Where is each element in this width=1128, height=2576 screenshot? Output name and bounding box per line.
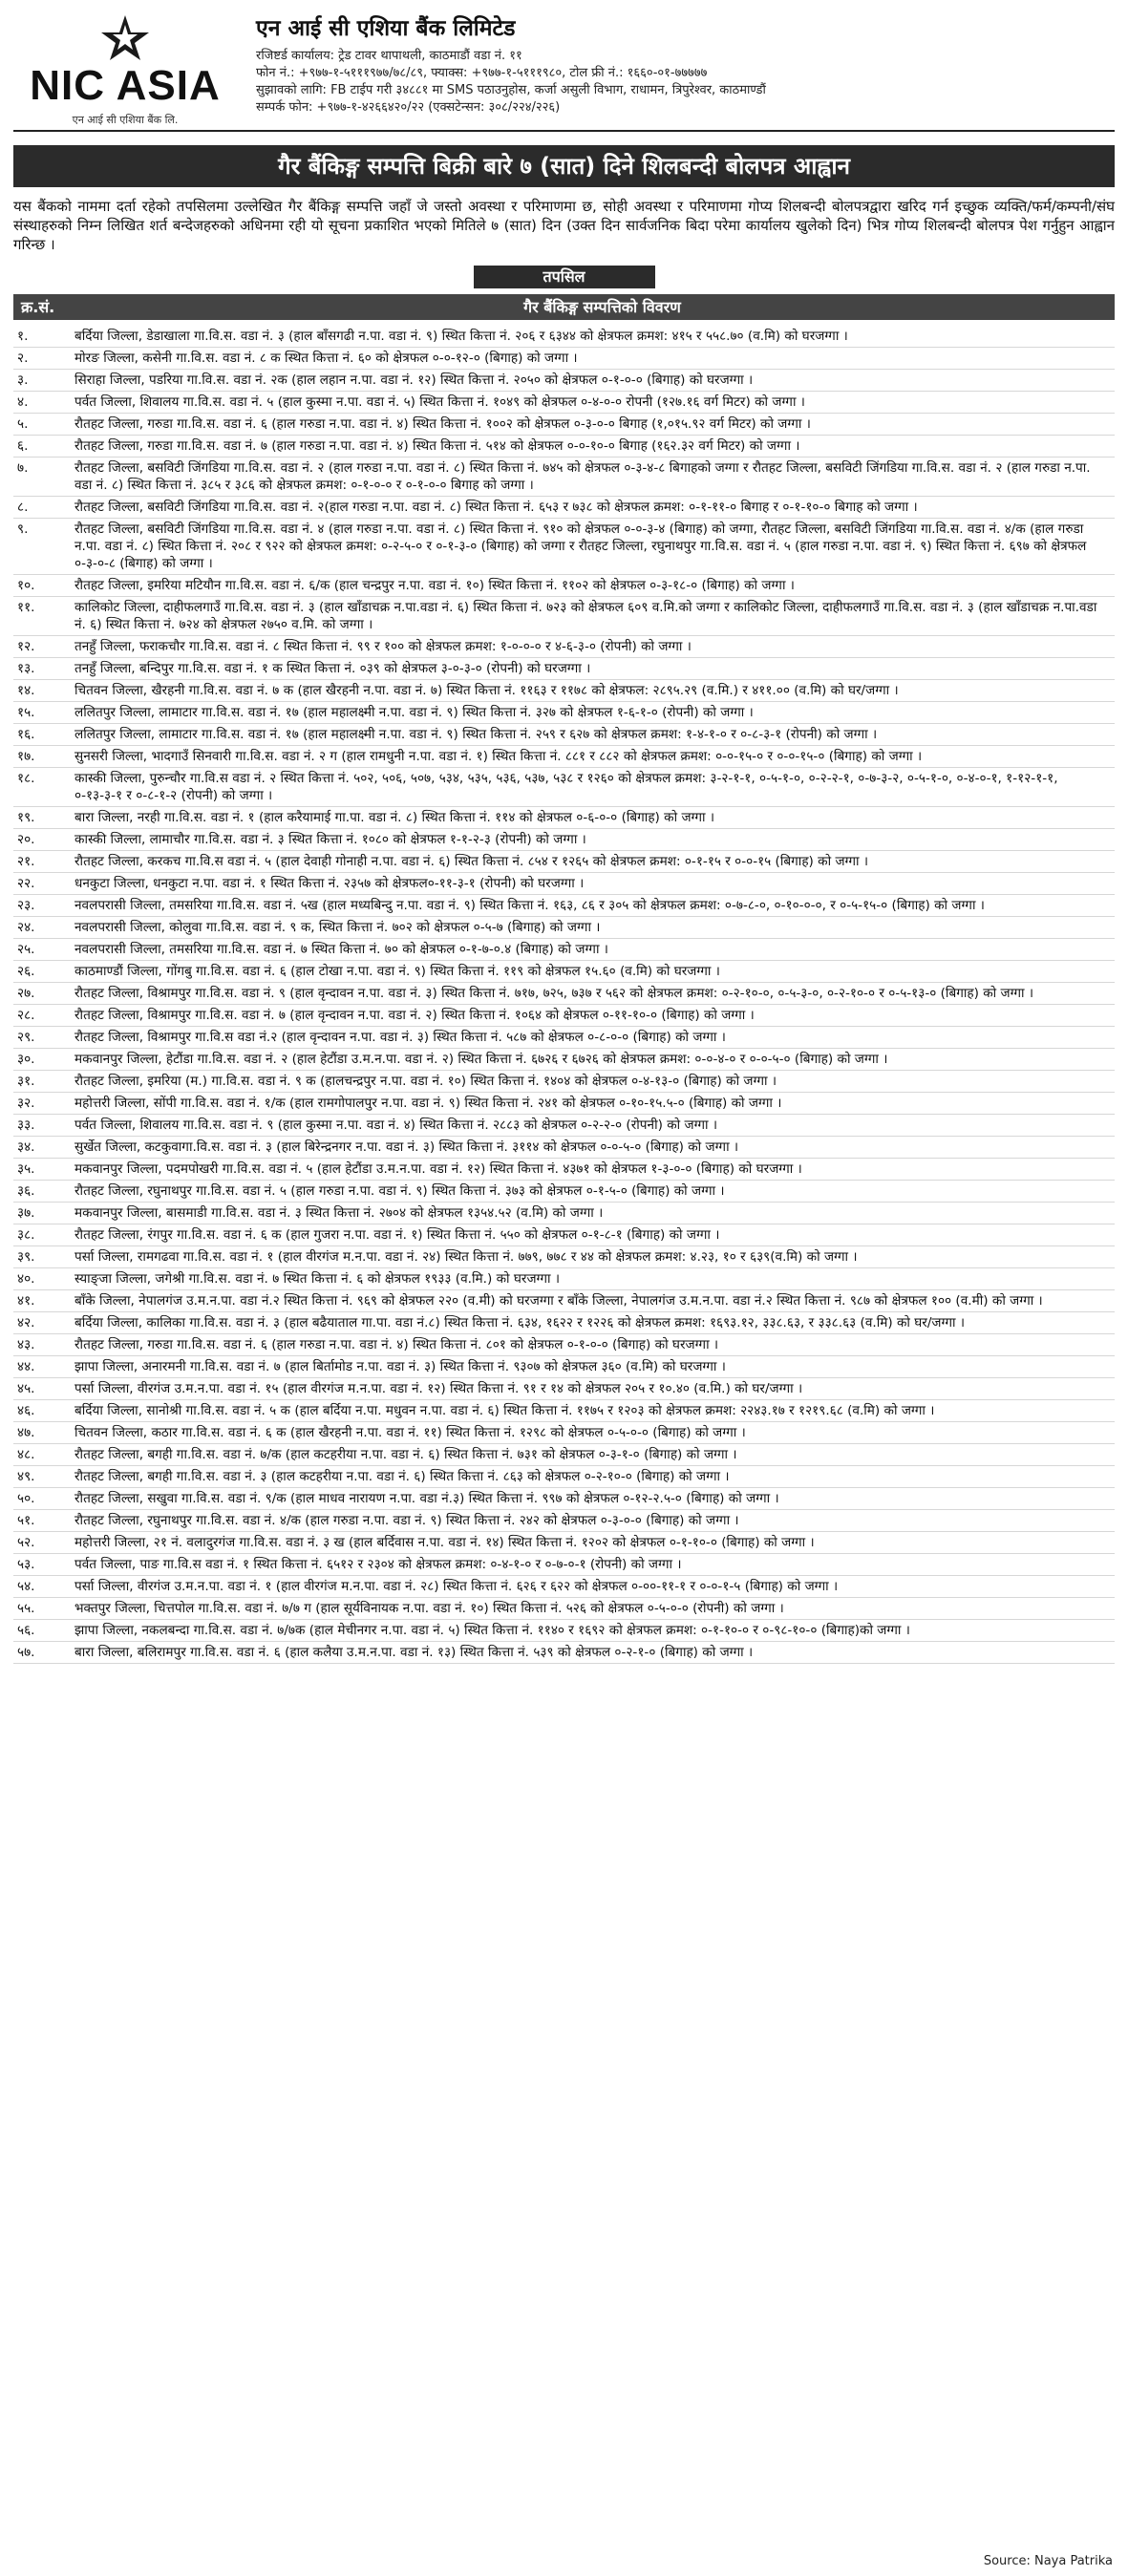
item-description: रौतहट जिल्ला, बगही गा.वि.स. वडा नं. ३ (हाल कटहरीया न.पा. वडा नं. ६) स्थित कित्ता नं. ८६३ को क्षेत्रफल ०-२-१०-० (बिगाह) को जग्गा । [74,1469,730,1484]
item-number: २८. [17,1008,35,1023]
item-number: २. [17,351,29,366]
item-number: १६. [17,727,35,742]
item-description: रौतहट जिल्ला, बसविटी जिंगडिया गा.वि.स. वडा नं. २ (हाल गरुडा न.पा. वडा नं. ८) स्थित कित्ता नं. ७४५ को क्षेत्रफल ०-३-४-८ बिगाहको जग्गा र रौतहट जिल्ला, बसविटी जिंगडिया गा.वि.स. वडा नं. २ (हाल गरुडा न.पा. वडा नं. ८) स्थित कित्ता नं. ३८५ र ३८६ को क्षेत्रफल क्रमश: ०-१-०-० र ०-१-०-० बिगाह को जग्गा । [74,460,1091,493]
item-description: पर्वत जिल्ला, शिवालय गा.वि.स. वडा नं. ९ (हाल कुस्मा न.पा. वडा नं. ४) स्थित कित्ता नं. २८८३ को क्षेत्रफल ०-२-२-० (रोपनी) को जग्गा । [74,1118,718,1133]
item-description: चितवन जिल्ला, कठार गा.वि.स. वडा नं. ६ क (हाल खैरहनी न.पा. वडा नं. ११) स्थित कित्ता नं. १२९८ को क्षेत्रफल ०-५-०-० (बिगाह) को जग्गा । [74,1425,746,1440]
column-sn: क्र.सं. [21,298,55,316]
list-item [13,1312,1115,1334]
item-description: सिराहा जिल्ला, पडरिया गा.वि.स. वडा नं. २क (हाल लहान न.पा. वडा नं. १२) स्थित कित्ता नं. २०५० को क्षेत्रफल ०-१-०-० (बिगाह) को घरजग्गा । [74,373,754,388]
list-item [13,702,1115,724]
item-number: ३१. [17,1074,35,1089]
list-item [13,1071,1115,1093]
item-number: ५५. [17,1601,35,1616]
item-number: ५२. [17,1535,35,1550]
suggestion-line: सुझावको लागि: FB टाईप गरी ३४८८१ मा SMS पठाउनुहोस, कर्जा असुली विभाग, राधामन, त्रिपुरेश्वर, काठमाण्डौं [256,83,766,97]
item-description: रौतहट जिल्ला, रघुनाथपुर गा.वि.स. वडा नं. ५ (हाल गरुडा न.पा. वडा नं. ९) स्थित कित्ता नं. ३७३ को क्षेत्रफल ०-१-५-० (बिगाह) को जग्गा । [74,1183,725,1199]
list-item [13,1334,1115,1356]
list-item [13,1356,1115,1378]
item-description: रौतहट जिल्ला, विश्रामपुर गा.वि.स वडा नं.२ (हाल वृन्दावन न.पा. वडा नं. ३) स्थित कित्ता नं. ५८७ को क्षेत्रफल ०-८-०-० (बिगाह) को जग्गा । [74,1030,726,1045]
item-number: ३३. [17,1118,35,1133]
list-item [13,1620,1115,1642]
item-number: ७. [17,460,29,476]
item-number: ९. [17,522,29,537]
item-description: पर्वत जिल्ला, पाङ गा.वि.स वडा नं. १ स्थित कित्ता नं. ६५१२ र २३०४ को क्षेत्रफल क्रमश: ०-४-१-० र ०-७-०-१ (रोपनी) को जग्गा । [74,1557,682,1572]
item-number: ४९. [17,1469,35,1484]
item-number: २७. [17,986,35,1001]
item-description: रौतहट जिल्ला, बसविटी जिंगडिया गा.वि.स. वडा नं. ४ (हाल गरुडा न.पा. वडा नं. ८) स्थित कित्ता नं. ९१० को क्षेत्रफल ०-०-३-४ (बिगाह) को जग्गा, रौतहट जिल्ला, बसविटी जिंगडिया गा.वि.स. वडा नं. ४/क (हाल गरुडा न.पा. वडा नं. ८) स्थित कित्ता नं. २०८ र ९२२ को क्षेत्रफल क्रमश: ०-२-५-० र ०-१-३-० (बिगाह) को जग्गा र रौतहट जिल्ला, रघुनाथपुर गा.वि.स. वडा नं. ५ (हाल गरुडा न.पा. वडा नं. ९) स्थित कित्ता नं. ६९७ को क्षेत्रफल ०-३-०-८ (बिगाह) को जग्गा । [74,522,1087,571]
item-number: ३७. [17,1205,35,1221]
star-logo-icon [96,13,155,63]
property-list [13,326,1115,1664]
item-description: रौतहट जिल्ला, गरुडा गा.वि.स. वडा नं. ७ (हाल गरुडा न.पा. वडा नं. ४) स्थित कित्ता नं. ५१४ को क्षेत्रफल ०-०-१०-० बिगाह (१६२.३२ वर्ग मिटर) को जग्गा । [74,438,800,454]
item-number: २६. [17,964,35,979]
item-description: सुर्खेत जिल्ला, कटकुवागा.वि.स. वडा नं. ३ (हाल बिरेन्द्रनगर न.पा. वडा नं. ३) स्थित कित्ता नं. ३११४ को क्षेत्रफल ०-०-५-० (बिगाह) को जग्गा । [74,1139,739,1155]
item-number: १९. [17,810,35,825]
item-description: बारा जिल्ला, नरही गा.वि.स. वडा नं. १ (हाल करैयामाई गा.पा. वडा नं. ८) स्थित कित्ता नं. ११४ को क्षेत्रफल ०-६-०-० (बिगाह) को जग्गा । [74,810,715,825]
list-item [13,724,1115,746]
source-credit: Source: Naya Patrika [983,2554,1113,2568]
list-item [13,983,1115,1005]
item-description: रौतहट जिल्ला, गरुडा गा.वि.स. वडा नं. ६ (हाल गरुडा न.पा. वडा नं. ४) स्थित कित्ता नं. ८०१ को क्षेत्रफल ०-१-०-० (बिगाह) को घरजग्गा । [74,1337,719,1352]
list-item [13,1466,1115,1488]
list-item [13,1444,1115,1466]
item-description: मोरङ जिल्ला, कसेनी गा.वि.स. वडा नं. ८ क स्थित कित्ता नं. ६० को क्षेत्रफल ०-०-१२-० (बिगाह) को जग्गा । [74,351,578,366]
table-header [13,294,1115,320]
item-description: तनहुँ जिल्ला, बन्दिपुर गा.वि.स. वडा नं. १ क स्थित कित्ता नं. ०३९ को क्षेत्रफल ३-०-३-० (रोपनी) को घरजग्गा । [74,661,591,676]
list-item [13,1488,1115,1510]
list-item [13,1005,1115,1027]
item-number: १३. [17,661,35,676]
item-number: ४५. [17,1381,35,1396]
item-number: २९. [17,1030,35,1045]
list-item [13,829,1115,851]
item-description: सुनसरी जिल्ला, भादगाउँ सिनवारी गा.वि.स. वडा नं. २ ग (हाल रामधुनी न.पा. वडा नं. १) स्थित कित्ता नं. ८८१ र ८८२ को क्षेत्रफल क्रमश: ०-०-१५-० र ०-०-१५-० (बिगाह) को जग्गा । [74,749,923,764]
item-number: ५. [17,416,29,432]
item-description: पर्वत जिल्ला, शिवालय गा.वि.स. वडा नं. ५ (हाल कुस्मा न.पा. वडा नं. ५) स्थित कित्ता नं. १०४९ को क्षेत्रफल ०-४-०-० रोपनी (१२७.१६ वर्ग मिटर) को जग्गा । [74,394,805,410]
list-item [13,1115,1115,1137]
item-number: २२. [17,876,35,891]
list-item [13,873,1115,895]
bank-logo [13,10,237,130]
item-description: बर्दिया जिल्ला, डेडाखाला गा.वि.स. वडा नं. ३ (हाल बाँसगढी न.पा. वडा नं. ९) स्थित कित्ता नं. २०६ र ६३४४ को क्षेत्रफल क्रमश: ४१५ र ५५८.७० (व.मि) को घरजग्गा । [74,329,848,344]
list-item [13,1642,1115,1664]
item-description: झापा जिल्ला, अनारमनी गा.वि.स. वडा नं. ७ (हाल बिर्तामोड न.पा. वडा नं. ३) स्थित कित्ता नं. ९३०७ को क्षेत्रफल ३६० (व.मि) को घरजग्गा । [74,1359,726,1374]
item-description: रौतहट जिल्ला, रघुनाथपुर गा.वि.स. वडा नं. ४/क (हाल गरुडा न.पा. वडा नं. ९) स्थित कित्ता नं. २४२ को क्षेत्रफल ०-३-०-० (बिगाह) को जग्गा । [74,1513,739,1528]
list-item [13,575,1115,597]
list-item [13,746,1115,768]
item-number: ११. [17,600,35,615]
list-item [13,1181,1115,1203]
brand-name: NIC ASIA [30,61,221,109]
list-item [13,370,1115,392]
item-number: १८. [17,771,35,786]
item-description: नवलपरासी जिल्ला, तमसरिया गा.वि.स. वडा नं. ७ स्थित कित्ता नं. ७० को क्षेत्रफल ०-१-७-०.४ (बिगाह) को जग्गा । [74,942,608,957]
list-item [13,1203,1115,1224]
item-description: ललितपुर जिल्ला, लामाटार गा.वि.स. वडा नं. १७ (हाल महालक्ष्मी न.पा. वडा नं. ९) स्थित कित्ता नं. ३२७ को क्षेत्रफल १-६-१-० (रोपनी) को जग्गा । [74,705,754,720]
list-item [13,1598,1115,1620]
list-item [13,1137,1115,1159]
list-item [13,348,1115,370]
item-number: ४८. [17,1447,35,1462]
list-item [13,1224,1115,1246]
list-item [13,680,1115,702]
bank-name: एन आई सी एशिया बैंक लिमिटेड [256,16,516,41]
list-item [13,1422,1115,1444]
item-number: ३०. [17,1052,35,1067]
item-description: नवलपरासी जिल्ला, तमसरिया गा.वि.स. वडा नं. ५ख (हाल मध्यबिन्दु न.पा. वडा नं. ९) स्थित कित्ता नं. १६३, ८६ र ३०५ को क्षेत्रफल क्रमश: ०-७-८-०, ०-१०-०-०, र ०-५-१५-० (बिगाह) को जग्गा । [74,898,985,913]
item-number: ४१. [17,1293,35,1309]
item-number: १७. [17,749,35,764]
list-item [13,1159,1115,1181]
item-description: महोत्तरी जिल्ला, सोंपी गा.वि.स. वडा नं. १/क (हाल रामगोपालपुर न.पा. वडा नं. ९) स्थित कित्ता नं. २४१ को क्षेत्रफल ०-१०-१५.५-० (बिगाह) को जग्गा । [74,1096,782,1111]
notice-title: गैर बैंकिङ्ग सम्पत्ति बिक्री बारे ७ (सात) दिने शिलबन्दी बोलपत्र आह्वान [13,145,1115,187]
item-description: मकवानपुर जिल्ला, बासमाडी गा.वि.स. वडा नं. ३ स्थित कित्ता नं. २७०४ को क्षेत्रफल १३५४.५२ (व.मि) को जग्गा । [74,1205,604,1221]
list-item [13,1093,1115,1115]
item-number: ६. [17,438,29,454]
item-number: ३९. [17,1249,35,1265]
item-description: नवलपरासी जिल्ला, कोलुवा गा.वि.स. वडा नं. ९ क, स्थित कित्ता नं. ७०२ को क्षेत्रफल ०-५-७ (बिगाह) को जग्गा । [74,920,601,935]
list-item [13,1049,1115,1071]
item-description: पर्सा जिल्ला, वीरगंज उ.म.न.पा. वडा नं. १५ (हाल वीरगंज म.न.पा. वडा नं. १२) स्थित कित्ता नं. ९१ र १४ को क्षेत्रफल २०५ र १०.४० (व.मि.) को घर/जग्गा । [74,1381,803,1396]
item-description: रौतहट जिल्ला, इमरिया (म.) गा.वि.स. वडा नं. ९ क (हालचन्द्रपुर न.पा. वडा नं. १०) स्थित कित्ता नं. १४०४ को क्षेत्रफल ०-४-१३-० (बिगाह) को जग्गा । [74,1074,777,1089]
item-number: ४०. [17,1271,35,1287]
item-number: २५. [17,942,35,957]
item-description: पर्सा जिल्ला, वीरगंज उ.म.न.पा. वडा नं. १ (हाल वीरगंज म.न.पा. वडा नं. २८) स्थित कित्ता नं. ६२६ र ६२२ को क्षेत्रफल ०-००-११-१ र ०-०-१-५ (बिगाह) को जग्गा । [74,1579,839,1594]
list-item [13,1576,1115,1598]
item-description: रौतहट जिल्ला, रंगपुर गा.वि.स. वडा नं. ६ क (हाल गुजरा न.पा. वडा नं. १) स्थित कित्ता नं. ५५० को क्षेत्रफल ०-१-८-१ (बिगाह) को जग्गा । [74,1227,720,1243]
item-description: रौतहट जिल्ला, गरुडा गा.वि.स. वडा नं. ६ (हाल गरुडा न.पा. वडा नं. ४) स्थित कित्ता नं. १००२ को क्षेत्रफल ०-३-०-० बिगाह (१,०१५.९२ वर्ग मिटर) को जग्गा । [74,416,811,432]
list-item [13,658,1115,680]
list-item [13,597,1115,636]
item-description: काठमाण्डौं जिल्ला, गोंगबु गा.वि.स. वडा नं. ६ (हाल टोखा न.पा. वडा नं. ९) स्थित कित्ता नं. ११९ को क्षेत्रफल १५.६० (व.मि) को घरजग्गा । [74,964,720,979]
item-description: बाँके जिल्ला, नेपालगंज उ.म.न.पा. वडा नं.२ स्थित कित्ता नं. ९६९ को क्षेत्रफल २२० (व.मी) को घरजग्गा र बाँके जिल्ला, नेपालगंज उ.म.न.पा. वडा नं.२ स्थित कित्ता नं. ९८७ को क्षेत्रफल १०० (व.मी) को जग्गा । [74,1293,1043,1309]
item-number: ३. [17,373,29,388]
item-description: रौतहट जिल्ला, बसविटी जिंगडिया गा.वि.स. वडा नं. २(हाल गरुडा न.पा. वडा नं. ८) स्थित कित्ता नं. ६५३ र ७३८ को क्षेत्रफल क्रमश: ०-१-११-० बिगाह र ०-१-१०-० बिगाह को जग्गा । [74,500,918,515]
item-description: मकवानपुर जिल्ला, हेटौंडा गा.वि.स. वडा नं. २ (हाल हेटौंडा उ.म.न.पा. वडा नं. २) स्थित कित्ता नं. ६७२६ र ६७२६ को क्षेत्रफल क्रमश: ०-०-४-० र ०-०-५-० (बिगाह) को जग्गा । [74,1052,888,1067]
list-item [13,1510,1115,1532]
item-description: मकवानपुर जिल्ला, पदमपोखरी गा.वि.स. वडा नं. ५ (हाल हेटौंडा उ.म.न.पा. वडा नं. १२) स्थित कित्ता नं. ४३७१ को क्षेत्रफल १-३-०-० (बिगाह) को घरजग्गा । [74,1161,802,1177]
item-number: २३. [17,898,35,913]
list-item [13,1378,1115,1400]
item-description: रौतहट जिल्ला, सखुवा गा.वि.स. वडा नं. ९/क (हाल माधव नारायण न.पा. वडा नं.३) स्थित कित्ता नं. ९९७ को क्षेत्रफल ०-१२-२.५-० (बिगाह) को जग्गा । [74,1491,779,1506]
list-item [13,851,1115,873]
item-description: बारा जिल्ला, बलिरामपुर गा.वि.स. वडा नं. ६ (हाल कलैया उ.म.न.पा. वडा नं. १३) स्थित कित्ता नं. ५३९ को क्षेत्रफल ०-२-१-० (बिगाह) को जग्गा । [74,1645,754,1660]
item-number: १५. [17,705,35,720]
item-description: कास्की जिल्ला, पुरुन्चौर गा.वि.स वडा नं. २ स्थित कित्ता नं. ५०२, ५०६, ५०७, ५३४, ५३५, ५३६, ५३७, ५३८ र १२६० को क्षेत्रफल क्रमश: ३-२-१-१, ०-५-१-०, ०-२-२-१, ०-७-३-२, ०-५-१-०, ०-४-०-१, १-१२-१-१, ०-१३-३-१ र ०-८-१-२ (रोपनी) को जग्गा । [74,771,1058,803]
list-item [13,436,1115,458]
item-number: ३८. [17,1227,35,1243]
item-number: ४६. [17,1403,35,1418]
tapsil-label: तपसिल [474,266,655,288]
item-number: २०. [17,832,35,847]
item-description: महोत्तरी जिल्ला, २१ नं. वलादुरगंज गा.वि.स. वडा नं. ३ ख (हाल बर्दिवास न.पा. वडा नं. १४) स्थित कित्ता नं. १२०२ को क्षेत्रफल ०-१-१०-० (बिगाह) को जग्गा । [74,1535,815,1550]
item-number: १. [17,329,29,344]
item-number: ५३. [17,1557,35,1572]
item-description: रौतहट जिल्ला, विश्रामपुर गा.वि.स. वडा नं. ७ (हाल वृन्दावन न.पा. वडा नं. २) स्थित कित्ता नं. १०६४ को क्षेत्रफल ०-११-१०-० (बिगाह) को जग्गा । [74,1008,755,1023]
item-number: २४. [17,920,35,935]
item-number: ४७. [17,1425,35,1440]
contact-line: सम्पर्क फोन: +९७७-१-४२६६४२०/२२ (एक्सटेन्सन: ३०८/२२४/२२६) [256,100,561,115]
list-item [13,1290,1115,1312]
list-item [13,392,1115,414]
item-number: ५७. [17,1645,35,1660]
item-description: झापा जिल्ला, नकलबन्दा गा.वि.स. वडा नं. ७/७क (हाल मेचीनगर न.पा. वडा नं. ५) स्थित कित्ता नं. ११४० र १६९२ को क्षेत्रफल क्रमश: ०-१-१०-० र ०-९८-१०-० (बिगाह)को जग्गा । [74,1623,910,1638]
item-number: ४२. [17,1315,35,1331]
item-description: कास्की जिल्ला, लामाचौर गा.वि.स. वडा नं. ३ स्थित कित्ता नं. १०८० को क्षेत्रफल १-१-२-३ (रोपनी) को जग्गा । [74,832,586,847]
list-item [13,961,1115,983]
item-description: पर्सा जिल्ला, रामगढवा गा.वि.स. वडा नं. १ (हाल वीरगंज म.न.पा. वडा नं. २४) स्थित कित्ता नं. ७७९, ७७८ र ४४ को क्षेत्रफल क्रमश: ४.२३, १० र ६३९(व.मि) को जग्गा । [74,1249,858,1265]
item-description: रौतहट जिल्ला, विश्रामपुर गा.वि.स. वडा नं. ९ (हाल वृन्दावन न.पा. वडा नं. ३) स्थित कित्ता नं. ७१७, ७२५, ७३७ र ५६२ को क्षेत्रफल क्रमश: ०-२-१०-०, ०-५-३-०, ०-२-१०-० र ०-५-१३-० (बिगाह) को जग्गा । [74,986,1034,1001]
list-item [13,917,1115,939]
column-desc: गैर बैंकिङ्ग सम्पत्तिको विवरण [523,298,681,316]
item-description: ललितपुर जिल्ला, लामाटार गा.वि.स. वडा नं. १७ (हाल महालक्ष्मी न.पा. वडा नं. ९) स्थित कित्ता नं. २५९ र ६२७ को क्षेत्रफल क्रमश: १-४-१-० र ०-८-३-१ (रोपनी) को जग्गा । [74,727,878,742]
item-number: ५०. [17,1491,35,1506]
list-item [13,636,1115,658]
item-description: स्याङ्जा जिल्ला, जगेश्री गा.वि.स. वडा नं. ७ स्थित कित्ता नं. ६ को क्षेत्रफल १९३३ (व.मि.) को घरजग्गा । [74,1271,560,1287]
list-item [13,1268,1115,1290]
item-number: १०. [17,578,35,593]
item-number: ३६. [17,1183,35,1199]
item-description: धनकुटा जिल्ला, धनकुटा न.पा. वडा नं. १ स्थित कित्ता नं. २३५७ को क्षेत्रफल०-११-३-१ (रोपनी) को घरजग्गा । [74,876,585,891]
item-description: बर्दिया जिल्ला, कालिका गा.वि.स. वडा नं. ३ (हाल बढैयाताल गा.पा. वडा नं.८) स्थित कित्ता नं. ६३४, १६२२ र १२२६ को क्षेत्रफल क्रमश: १६९३.१२, ३३८.६३, र ३३८.६३ (व.मि) को घर/जग्गा । [74,1315,965,1331]
list-item [13,1400,1115,1422]
item-description: रौतहट जिल्ला, इमरिया मटियौन गा.वि.स. वडा नं. ६/क (हाल चन्द्रपुर न.पा. वडा नं. १०) स्थित कित्ता नं. ११०२ को क्षेत्रफल ०-३-१८-० (बिगाह) को जग्गा । [74,578,795,593]
list-item [13,326,1115,348]
bank-header [13,10,1115,132]
item-description: भक्तपुर जिल्ला, चित्तपोल गा.वि.स. वडा नं. ७/७ ग (हाल सूर्यविनायक न.पा. वडा नं. १०) स्थित कित्ता नं. ५२६ को क्षेत्रफल ०-५-०-० (रोपनी) को जग्गा । [74,1601,784,1616]
item-number: ८. [17,500,29,515]
bank-contact [237,10,1115,130]
office-address: रजिष्टर्ड कार्यालय: ट्रेड टावर थापाथली, काठमाडौं वडा नं. ११ [256,49,522,63]
item-number: ४. [17,394,29,410]
item-description: कालिकोट जिल्ला, दाहीफलगाउँ गा.वि.स. वडा नं. ३ (हाल खाँडाचक्र न.पा.वडा नं. ६) स्थित कित्ता नं. ७२३ को क्षेत्रफल ६०९ व.मि.को जग्गा र कालिकोट जिल्ला, दाहीफलगाउँ गा.वि.स. वडा नं. ३ (हाल खाँडाचक्र न.पा.वडा नं. ६) स्थित कित्ता नं. ७२४ को क्षेत्रफल २७५० व.मि. को जग्गा । [74,600,1097,632]
logo-tagline: एन आई सी एशिया बैंक लि. [72,113,179,126]
list-item [13,1532,1115,1554]
list-item [13,807,1115,829]
list-item [13,1027,1115,1049]
item-number: ३४. [17,1139,35,1155]
item-number: १४. [17,683,35,698]
item-description: बर्दिया जिल्ला, सानोश्री गा.वि.स. वडा नं. ५ क (हाल बर्दिया न.पा. मधुवन न.पा. वडा नं. ६) स्थित कित्ता नं. ११७५ र १२०३ को क्षेत्रफल क्रमश: २२४३.१७ र १२१९.६८ (व.मि) को जग्गा । [74,1403,935,1418]
item-number: ४४. [17,1359,35,1374]
list-item [13,497,1115,519]
item-description: रौतहट जिल्ला, करकच गा.वि.स वडा नं. ५ (हाल देवाही गोनाही न.पा. वडा नं. ६) स्थित कित्ता नं. ८५४ र १२६५ को क्षेत्रफल क्रमश: ०-१-१५ र ०-०-१५ (बिगाह) को जग्गा । [74,854,868,869]
item-description: तनहुँ जिल्ला, फराकचौर गा.वि.स. वडा नं. ८ स्थित कित्ता नं. ९९ र १०० को क्षेत्रफल क्रमश: १-०-०-० र ४-६-३-० (रोपनी) को जग्गा । [74,639,692,654]
list-item [13,939,1115,961]
item-number: १२. [17,639,35,654]
item-number: ५१. [17,1513,35,1528]
list-item [13,895,1115,917]
list-item [13,768,1115,807]
list-item [13,519,1115,575]
item-number: ३२. [17,1096,35,1111]
list-item [13,414,1115,436]
list-item [13,1554,1115,1576]
intro-paragraph: यस बैंकको नाममा दर्ता रहेको तपसिलमा उल्लेखित गैर बैंकिङ्ग सम्पत्ति जहाँ जे जस्तो अवस्था र परिमाणमा छ, सोही अवस्था र परिमाणमा गोप्य शिलबन्दी बोलपत्रद्वारा खरिद गर्न इच्छुक व्यक्ति/फर्म/कम्पनी/संघ संस्थाहरुको निम्न लिखित शर्त बन्देजहरुको अधिनमा रही यो सूचना प्रकाशित भएको मितिले ७ (सात) दिन (उक्त दिन सार्वजनिक बिदा परेमा कार्यालय खुलेको दिन) भित्र गोप्य शिलबन्दी बोलपत्र पेश गर्नुहुन आह्वान गरिन्छ । [13,198,1115,253]
item-number: ५६. [17,1623,35,1638]
item-number: ५४. [17,1579,35,1594]
list-item [13,458,1115,497]
item-number: ३५. [17,1161,35,1177]
item-number: ४३. [17,1337,35,1352]
list-item [13,1246,1115,1268]
item-number: २१. [17,854,35,869]
phone-line: फोन नं.: +९७७-१-५१११९७७/७८/८९, फ्याक्स: +९७७-१-५१११९८०, टोल फ्री नं.: १६६०-०१-७७७७७ [256,66,708,80]
item-description: चितवन जिल्ला, खैरहनी गा.वि.स. वडा नं. ७ क (हाल खैरहनी न.पा. वडा नं. ७) स्थित कित्ता नं. ११६३ र ११७८ को क्षेत्रफल: २८९५.२९ (व.मि.) र ४११.०० (व.मि) को घर/जग्गा । [74,683,899,698]
item-description: रौतहट जिल्ला, बगही गा.वि.स. वडा नं. ७/क (हाल कटहरीया न.पा. वडा नं. ६) स्थित कित्ता नं. ७३१ को क्षेत्रफल ०-३-१-० (बिगाह) को जग्गा । [74,1447,737,1462]
